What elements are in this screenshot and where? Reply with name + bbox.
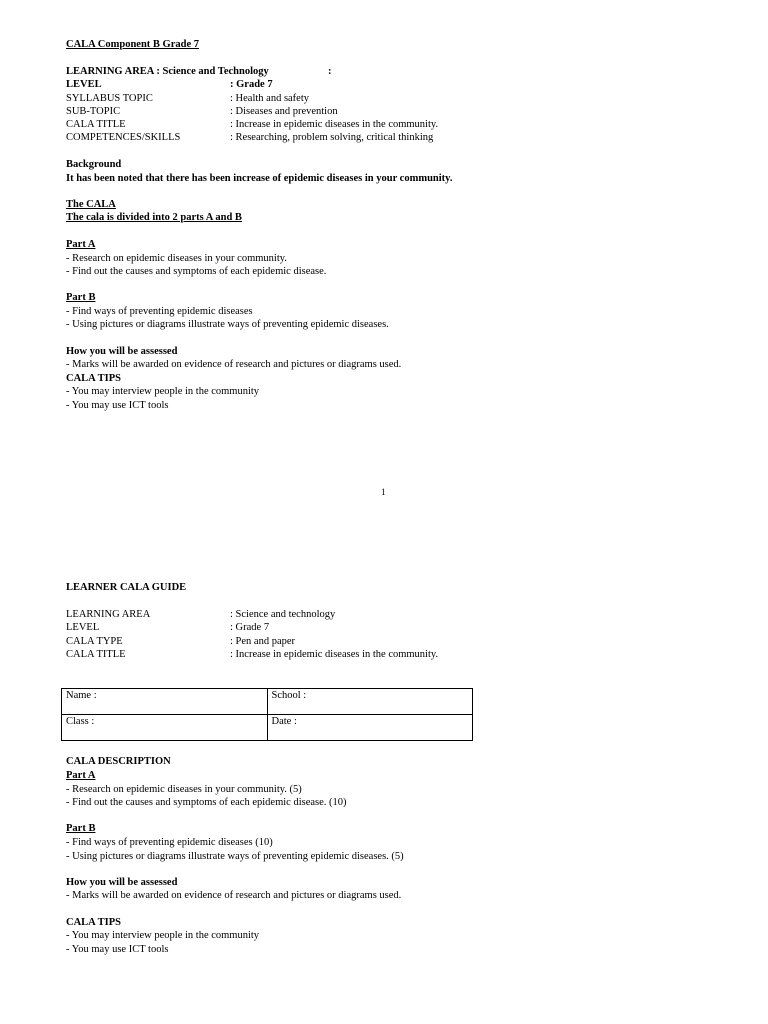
page-number: 1 (381, 487, 386, 497)
the-cala-text: The cala is divided into 2 parts A and B (66, 212, 242, 223)
guide-title: LEARNER CALA GUIDE (66, 582, 187, 593)
date-field[interactable]: Date : (267, 715, 473, 741)
assessed-heading: How you will be assessed (66, 346, 178, 357)
guide-label-cala-type: CALA TYPE (66, 636, 123, 647)
header-label-sub-topic: SUB-TOPIC (66, 106, 121, 117)
tips-item: - You may use ICT tools (66, 944, 169, 955)
part-b-item: - Find ways of preventing epidemic diseases (66, 306, 253, 317)
guide-label-level: LEVEL (66, 622, 100, 633)
part-a-heading: Part A (66, 770, 96, 781)
guide-label-cala-title: CALA TITLE (66, 649, 126, 660)
learner-info-table (61, 688, 473, 741)
part-a-item: - Research on epidemic diseases in your community. (66, 253, 287, 264)
name-field[interactable]: Name : (62, 689, 268, 715)
part-a-item: - Find out the causes and symptoms of each epidemic disease. (10) (66, 797, 347, 808)
header-label-level: LEVEL (66, 79, 102, 90)
part-b-item: - Find ways of preventing epidemic diseases (10) (66, 837, 273, 848)
tips-item: - You may interview people in the community (66, 386, 260, 397)
tips-heading: CALA TIPS (66, 917, 121, 928)
header-value-competences: : Researching, problem solving, critical thinking (230, 132, 434, 143)
header-value-sub-topic: : Diseases and prevention (230, 106, 338, 117)
header-value-cala-title: : Increase in epidemic diseases in the community. (230, 119, 439, 130)
tips-heading: CALA TIPS (66, 373, 121, 384)
assessed-heading: How you will be assessed (66, 877, 178, 888)
the-cala-heading: The CALA (66, 199, 116, 210)
part-a-heading: Part A (66, 239, 96, 250)
part-b-item: - Using pictures or diagrams illustrate ways of preventing epidemic diseases. (5) (66, 851, 404, 862)
description-heading: CALA DESCRIPTION (66, 756, 171, 767)
guide-value-cala-title: : Increase in epidemic diseases in the community. (230, 649, 439, 660)
school-field[interactable]: School : (267, 689, 473, 715)
part-b-item: - Using pictures or diagrams illustrate ways of preventing epidemic diseases. (66, 319, 389, 330)
background-heading: Background (66, 159, 122, 170)
background-text: It has been noted that there has been increase of epidemic diseases in your community. (66, 173, 453, 184)
header-value-level: : Grade 7 (230, 79, 273, 90)
header-label-learning-area: LEARNING AREA : Science and Technology (66, 66, 269, 77)
assessed-text: - Marks will be awarded on evidence of research and pictures or diagrams used. (66, 890, 402, 901)
tips-item: - You may use ICT tools (66, 400, 169, 411)
header-label-competences: COMPETENCES/SKILLS (66, 132, 181, 143)
part-b-heading: Part B (66, 292, 96, 303)
class-field[interactable]: Class : (62, 715, 268, 741)
tips-item: - You may interview people in the community (66, 930, 260, 941)
assessed-text: - Marks will be awarded on evidence of research and pictures or diagrams used. (66, 359, 402, 370)
part-a-item: - Research on epidemic diseases in your community. (5) (66, 784, 302, 795)
header-label-cala-title: CALA TITLE (66, 119, 126, 130)
guide-value-learning-area: : Science and technology (230, 609, 336, 620)
guide-label-learning-area: LEARNING AREA (66, 609, 151, 620)
part-a-item: - Find out the causes and symptoms of each epidemic disease. (66, 266, 327, 277)
header-value-syllabus-topic: : Health and safety (230, 93, 310, 104)
guide-value-level: : Grade 7 (230, 622, 270, 633)
guide-value-cala-type: : Pen and paper (230, 636, 296, 647)
header-value-learning-area: : (328, 66, 332, 77)
header-label-syllabus-topic: SYLLABUS TOPIC (66, 93, 153, 104)
part-b-heading: Part B (66, 823, 96, 834)
document-title: CALA Component B Grade 7 (66, 39, 200, 50)
